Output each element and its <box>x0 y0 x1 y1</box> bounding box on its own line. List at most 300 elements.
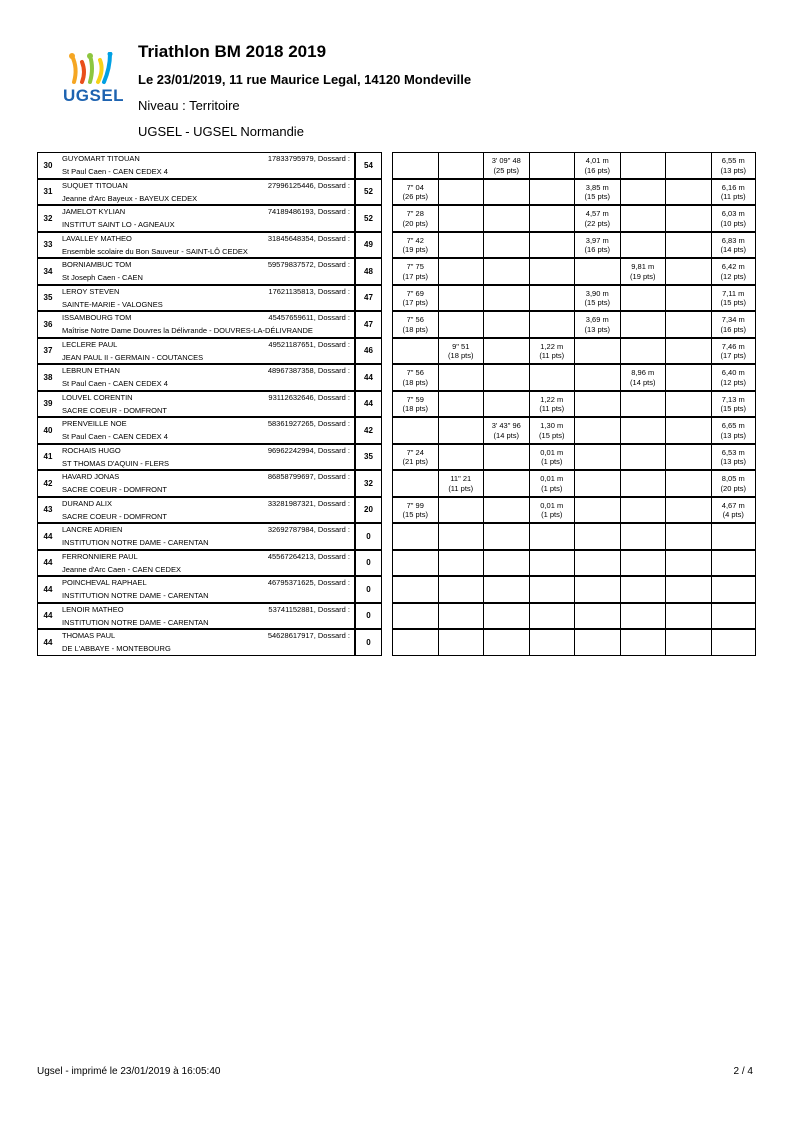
event-result-cell <box>392 550 438 577</box>
event-result-cell <box>483 470 529 497</box>
event-result-cell <box>438 576 484 603</box>
event-result-cell <box>574 391 620 418</box>
event-result-cell <box>711 179 757 206</box>
result-points: (12 pts) <box>720 271 746 281</box>
athlete-name: BORNIAMBUC TOM <box>62 260 132 269</box>
result-value: 7" 24 <box>406 447 424 457</box>
total-points-cell: 52 <box>355 179 382 206</box>
result-points: (11 pts) <box>539 404 565 413</box>
rank-cell: 42 <box>37 470 58 497</box>
total-points-cell: 0 <box>355 523 382 550</box>
event-result-cell <box>574 205 620 232</box>
event-result-cell <box>665 338 711 365</box>
event-result-cell <box>574 311 620 338</box>
event-result-cell <box>392 285 438 312</box>
event-result-cell <box>711 311 757 338</box>
athlete-name: SUQUET TITOUAN <box>62 180 128 190</box>
event-result-cell <box>711 417 757 444</box>
event-result-cell <box>392 232 438 259</box>
rank-cell: 32 <box>37 205 58 232</box>
result-value: 4,67 m <box>721 500 745 510</box>
athlete-info-cell <box>58 550 355 577</box>
total-points-cell: 47 <box>355 285 382 312</box>
event-result-cell <box>483 523 529 550</box>
event-result-cell <box>483 338 529 365</box>
result-value: 0,01 m <box>540 474 564 483</box>
result-points: (15 pts) <box>402 510 428 519</box>
rank-cell: 35 <box>37 285 58 312</box>
athlete-id: 58361927265, Dossard : <box>267 419 350 428</box>
athlete-school: Jeanne d'Arc Bayeux - BAYEUX CEDEX <box>62 193 198 203</box>
athlete-id: 31845648354, Dossard : <box>267 233 350 243</box>
athlete-school: JEAN PAUL II - GERMAIN - COUTANCES <box>62 352 204 362</box>
rank-cell: 43 <box>37 497 58 524</box>
rank-cell: 44 <box>37 523 58 550</box>
event-result-cell <box>438 603 484 630</box>
rank-cell: 44 <box>37 603 58 630</box>
event-result-cell <box>529 258 575 285</box>
result-value: 1,30 m <box>540 421 564 430</box>
athlete-id: 45457659611, Dossard : <box>268 313 350 322</box>
event-result-cell <box>574 523 620 550</box>
event-result-cell <box>665 470 711 497</box>
athlete-info-cell <box>58 205 355 232</box>
event-result-cell <box>620 629 666 656</box>
event-result-cell <box>620 391 666 418</box>
event-result-cell <box>483 285 529 312</box>
result-points: (14 pts) <box>720 245 746 254</box>
event-result-cell <box>620 285 666 312</box>
event-result-cell <box>392 364 438 391</box>
athlete-school: Ensemble scolaire du Bon Sauveur - SAINT-LÔ CEDEX <box>62 246 248 256</box>
event-result-cell <box>574 603 620 630</box>
athlete-id: 32692787984, Dossard : <box>267 525 350 534</box>
athlete-id: 45567264213, Dossard : <box>267 551 350 561</box>
event-result-cell <box>529 232 575 259</box>
result-value: 3,90 m <box>585 288 609 298</box>
event-result-cell <box>574 497 620 524</box>
event-result-cell <box>529 179 575 206</box>
result-value: 1,22 m <box>540 341 564 351</box>
result-value: 0,01 m <box>540 447 564 457</box>
athlete-name: HAVARD JONAS <box>62 472 120 481</box>
athlete-id: 59579837572, Dossard : <box>267 260 350 269</box>
athlete-id: 46795371625, Dossard : <box>267 578 350 587</box>
event-result-cell <box>529 311 575 338</box>
event-result-cell <box>711 523 757 550</box>
athlete-school: Maîtrise Notre Dame Douvres la Délivrande - DOUVRES-LA-DÉLIVRANDE <box>62 326 313 335</box>
event-result-cell <box>438 391 484 418</box>
event-result-cell <box>711 285 757 312</box>
event-result-cell <box>620 603 666 630</box>
event-result-cell <box>574 179 620 206</box>
result-value: 7" 56 <box>406 368 424 377</box>
event-result-cell <box>620 497 666 524</box>
athlete-id: 96962242994, Dossard : <box>267 445 350 455</box>
result-value: 7,11 m <box>722 288 745 298</box>
result-points: (18 pts) <box>448 351 474 360</box>
athlete-id: 17833795979, Dossard : <box>267 154 350 163</box>
result-points: (20 pts) <box>720 483 746 493</box>
athlete-info-cell <box>58 232 355 259</box>
event-result-cell <box>438 179 484 206</box>
rank-cell: 30 <box>37 152 58 179</box>
athlete-info-cell <box>58 258 355 285</box>
athlete-name: LEBRUN ETHAN <box>62 366 120 375</box>
athlete-name: POINCHEVAL RAPHAEL <box>62 578 147 587</box>
event-result-cell <box>529 629 575 656</box>
athlete-name: THOMAS PAUL <box>62 631 116 640</box>
result-value: 6,53 m <box>721 447 745 457</box>
result-points: (17 pts) <box>720 351 746 360</box>
total-points-cell: 44 <box>355 364 382 391</box>
athlete-name: LEROY STEVEN <box>62 286 120 296</box>
event-result-cell <box>392 444 438 471</box>
athlete-name: LANCRE ADRIEN <box>62 525 123 534</box>
event-result-cell <box>665 258 711 285</box>
event-result-cell <box>665 444 711 471</box>
result-value: 6,40 m <box>721 368 745 377</box>
athlete-name: DURAND ALIX <box>62 498 113 508</box>
event-result-cell <box>438 364 484 391</box>
result-points: (25 pts) <box>493 165 519 175</box>
athlete-id: 33281987321, Dossard : <box>267 498 350 508</box>
result-points: (22 pts) <box>584 218 610 228</box>
result-value: 4,01 m <box>585 156 609 165</box>
logo-text: UGSEL <box>63 86 125 105</box>
event-result-cell <box>665 285 711 312</box>
event-result-cell <box>438 470 484 497</box>
athlete-name: ROCHAIS HUGO <box>62 445 121 455</box>
result-value: 7,34 m <box>721 315 745 324</box>
event-result-cell <box>574 576 620 603</box>
event-result-cell <box>529 497 575 524</box>
event-result-cell <box>529 550 575 577</box>
event-result-cell <box>529 338 575 365</box>
athlete-school: INSTITUTION NOTRE DAME - CARENTAN <box>62 538 209 547</box>
athlete-school: INSTITUTION NOTRE DAME - CARENTAN <box>62 617 209 627</box>
event-result-cell <box>665 417 711 444</box>
result-value: 7" 59 <box>406 394 424 404</box>
event-result-cell <box>483 232 529 259</box>
athlete-id: 48967387358, Dossard : <box>267 366 350 375</box>
event-result-cell <box>574 285 620 312</box>
result-value: 7" 99 <box>406 500 424 510</box>
result-points: (18 pts) <box>402 377 428 387</box>
result-points: (1 pts) <box>541 483 563 493</box>
event-result-cell <box>665 205 711 232</box>
result-points: (16 pts) <box>584 245 610 254</box>
event-result-cell <box>438 629 484 656</box>
athlete-school: SACRE COEUR - DOMFRONT <box>62 405 167 415</box>
total-points-cell: 46 <box>355 338 382 365</box>
total-points-cell: 48 <box>355 258 382 285</box>
event-result-cell <box>574 444 620 471</box>
result-points: (17 pts) <box>402 298 428 307</box>
athlete-info-cell <box>58 497 355 524</box>
result-points: (10 pts) <box>720 218 746 228</box>
event-result-cell <box>483 258 529 285</box>
event-result-cell <box>711 603 757 630</box>
athlete-id: 74189486193, Dossard : <box>267 207 350 216</box>
result-value: 6,55 m <box>721 156 745 165</box>
event-result-cell <box>574 232 620 259</box>
total-points-cell: 52 <box>355 205 382 232</box>
athlete-name: FERRONNIERE PAUL <box>62 551 138 561</box>
result-points: (21 pts) <box>402 457 428 466</box>
event-result-cell <box>529 470 575 497</box>
result-points: (16 pts) <box>584 165 610 175</box>
athlete-id: 93112632646, Dossard : <box>268 392 350 402</box>
event-result-cell <box>574 338 620 365</box>
event-result-cell <box>438 311 484 338</box>
event-result-cell <box>620 523 666 550</box>
result-points: (1 pts) <box>541 457 563 466</box>
event-result-cell <box>665 603 711 630</box>
event-result-cell <box>438 205 484 232</box>
total-points-cell: 54 <box>355 152 382 179</box>
event-result-cell <box>620 179 666 206</box>
event-result-cell <box>574 364 620 391</box>
athlete-info-cell <box>58 179 355 206</box>
athlete-school: SAINTE-MARIE - VALOGNES <box>62 299 163 309</box>
event-result-cell <box>711 391 757 418</box>
event-result-cell <box>574 417 620 444</box>
athlete-school: St Paul Caen - CAEN CEDEX 4 <box>62 379 168 388</box>
result-value: 3' 43" 96 <box>491 421 521 430</box>
athlete-info-cell <box>58 152 355 179</box>
event-result-cell <box>483 417 529 444</box>
result-points: (19 pts) <box>402 245 428 254</box>
result-value: 3' 09" 48 <box>491 156 521 165</box>
total-points-cell: 32 <box>355 470 382 497</box>
result-points: (11 pts) <box>539 351 565 360</box>
result-points: (15 pts) <box>584 298 610 307</box>
event-result-cell <box>665 152 711 179</box>
athlete-info-cell <box>58 364 355 391</box>
total-points-cell: 42 <box>355 417 382 444</box>
athlete-school: St Paul Caen - CAEN CEDEX 4 <box>62 432 168 441</box>
event-result-cell <box>483 205 529 232</box>
event-result-cell <box>438 152 484 179</box>
event-result-cell <box>438 550 484 577</box>
athlete-id: 17621135813, Dossard : <box>268 286 350 296</box>
athlete-info-cell <box>58 629 355 656</box>
result-points: (16 pts) <box>720 324 746 334</box>
rank-cell: 37 <box>37 338 58 365</box>
result-value: 7" 28 <box>406 209 424 218</box>
result-value: 4,57 m <box>585 209 609 218</box>
result-value: 7" 04 <box>406 182 424 192</box>
event-result-cell <box>392 152 438 179</box>
event-result-cell <box>620 338 666 365</box>
event-result-cell <box>620 444 666 471</box>
result-value: 3,97 m <box>585 235 609 245</box>
event-result-cell <box>392 497 438 524</box>
result-value: 7" 56 <box>406 315 424 324</box>
result-value: 0,01 m <box>540 500 564 510</box>
total-points-cell: 20 <box>355 497 382 524</box>
result-value: 7" 42 <box>406 235 424 245</box>
athlete-name: LAVALLEY MATHEO <box>62 233 132 243</box>
athlete-name: JAMELOT KYLIAN <box>62 207 126 216</box>
total-points-cell: 0 <box>355 603 382 630</box>
event-result-cell <box>438 285 484 312</box>
result-value: 6,42 m <box>721 262 745 271</box>
event-result-cell <box>392 603 438 630</box>
athlete-id: 54628617917, Dossard : <box>267 631 350 640</box>
result-value: 6,03 m <box>721 209 745 218</box>
athlete-school: SACRE COEUR - DOMFRONT <box>62 511 167 521</box>
event-result-cell <box>392 391 438 418</box>
result-value: 8,05 m <box>721 474 745 483</box>
event-result-cell <box>711 232 757 259</box>
rank-cell: 41 <box>37 444 58 471</box>
event-result-cell <box>665 550 711 577</box>
event-result-cell <box>529 576 575 603</box>
result-value: 6,65 m <box>721 421 745 430</box>
athlete-info-cell <box>58 523 355 550</box>
event-result-cell <box>483 152 529 179</box>
total-points-cell: 0 <box>355 629 382 656</box>
event-result-cell <box>392 470 438 497</box>
event-result-cell <box>438 338 484 365</box>
athlete-info-cell <box>58 285 355 312</box>
organization: UGSEL - UGSEL Normandie <box>138 124 304 139</box>
event-result-cell <box>665 232 711 259</box>
athlete-name: LOUVEL CORENTIN <box>62 392 133 402</box>
result-points: (11 pts) <box>448 483 474 493</box>
event-result-cell <box>665 311 711 338</box>
athlete-name: LENOIR MATHEO <box>62 604 124 614</box>
athlete-info-cell <box>58 311 355 338</box>
athlete-school: SACRE COEUR - DOMFRONT <box>62 485 167 494</box>
result-points: (17 pts) <box>402 271 428 281</box>
event-result-cell <box>711 338 757 365</box>
event-result-cell <box>665 179 711 206</box>
event-result-cell <box>392 205 438 232</box>
event-result-cell <box>620 550 666 577</box>
event-result-cell <box>438 523 484 550</box>
event-result-cell <box>529 603 575 630</box>
rank-cell: 39 <box>37 391 58 418</box>
event-result-cell <box>620 576 666 603</box>
event-result-cell <box>665 497 711 524</box>
event-result-cell <box>529 364 575 391</box>
athlete-id: 53741152881, Dossard : <box>268 604 350 614</box>
event-result-cell <box>711 576 757 603</box>
event-result-cell <box>711 152 757 179</box>
event-result-cell <box>574 152 620 179</box>
result-points: (4 pts) <box>722 510 744 519</box>
event-result-cell <box>392 311 438 338</box>
result-value: 9,81 m <box>631 262 655 271</box>
result-points: (12 pts) <box>720 377 746 387</box>
athlete-info-cell <box>58 338 355 365</box>
event-result-cell <box>665 523 711 550</box>
result-points: (19 pts) <box>630 271 656 281</box>
event-result-cell <box>483 629 529 656</box>
result-points: (15 pts) <box>539 430 565 440</box>
athlete-info-cell <box>58 444 355 471</box>
page-number: 2 / 4 <box>733 1066 753 1077</box>
result-value: 3,85 m <box>585 182 609 192</box>
result-value: 7,46 m <box>721 341 745 351</box>
competition-level: Niveau : Territoire <box>138 98 240 113</box>
result-value: 6,83 m <box>721 235 745 245</box>
athlete-school: Jeanne d'Arc Caen - CAEN CEDEX <box>62 564 181 574</box>
event-result-cell <box>483 603 529 630</box>
result-value: 3,69 m <box>585 315 609 324</box>
event-result-cell <box>392 417 438 444</box>
event-result-cell <box>711 550 757 577</box>
event-result-cell <box>483 179 529 206</box>
event-date-location: Le 23/01/2019, 11 rue Maurice Legal, 14120 Mondeville <box>138 72 472 87</box>
result-value: 6,16 m <box>721 182 745 192</box>
rank-cell: 38 <box>37 364 58 391</box>
event-result-cell <box>483 497 529 524</box>
result-points: (14 pts) <box>493 430 519 440</box>
event-result-cell <box>438 417 484 444</box>
result-points: (13 pts) <box>720 457 746 466</box>
event-result-cell <box>483 576 529 603</box>
total-points-cell: 49 <box>355 232 382 259</box>
event-result-cell <box>392 629 438 656</box>
rank-cell: 33 <box>37 232 58 259</box>
event-result-cell <box>620 311 666 338</box>
event-result-cell <box>574 629 620 656</box>
result-points: (11 pts) <box>720 192 746 201</box>
athlete-name: PRENVEILLE NOE <box>62 419 127 428</box>
athlete-id: 49521187651, Dossard : <box>268 339 350 349</box>
event-result-cell <box>529 152 575 179</box>
athlete-info-cell <box>58 391 355 418</box>
event-result-cell <box>574 258 620 285</box>
result-points: (18 pts) <box>402 324 428 334</box>
result-points: (20 pts) <box>402 218 428 228</box>
result-value: 1,22 m <box>540 394 564 404</box>
result-points: (1 pts) <box>541 510 563 519</box>
event-result-cell <box>438 232 484 259</box>
rank-cell: 44 <box>37 629 58 656</box>
event-result-cell <box>483 550 529 577</box>
print-timestamp: Ugsel - imprimé le 23/01/2019 à 16:05:40 <box>37 1066 221 1077</box>
event-result-cell <box>665 391 711 418</box>
total-points-cell: 35 <box>355 444 382 471</box>
result-points: (15 pts) <box>720 404 746 413</box>
event-result-cell <box>529 444 575 471</box>
result-value: 9" 51 <box>452 341 470 351</box>
event-result-cell <box>392 576 438 603</box>
athlete-info-cell <box>58 470 355 497</box>
event-result-cell <box>529 205 575 232</box>
event-result-cell <box>620 417 666 444</box>
result-points: (26 pts) <box>402 192 428 201</box>
event-result-cell <box>620 205 666 232</box>
event-result-cell <box>438 497 484 524</box>
total-points-cell: 47 <box>355 311 382 338</box>
event-result-cell <box>665 576 711 603</box>
rank-cell: 44 <box>37 576 58 603</box>
event-result-cell <box>392 523 438 550</box>
athlete-school: ST THOMAS D'AQUIN - FLERS <box>62 458 170 468</box>
event-result-cell <box>529 285 575 312</box>
athlete-id: 86858799697, Dossard : <box>267 472 350 481</box>
event-result-cell <box>711 444 757 471</box>
total-points-cell: 0 <box>355 576 382 603</box>
athlete-school: St Paul Caen - CAEN CEDEX 4 <box>62 167 168 176</box>
event-result-cell <box>529 391 575 418</box>
